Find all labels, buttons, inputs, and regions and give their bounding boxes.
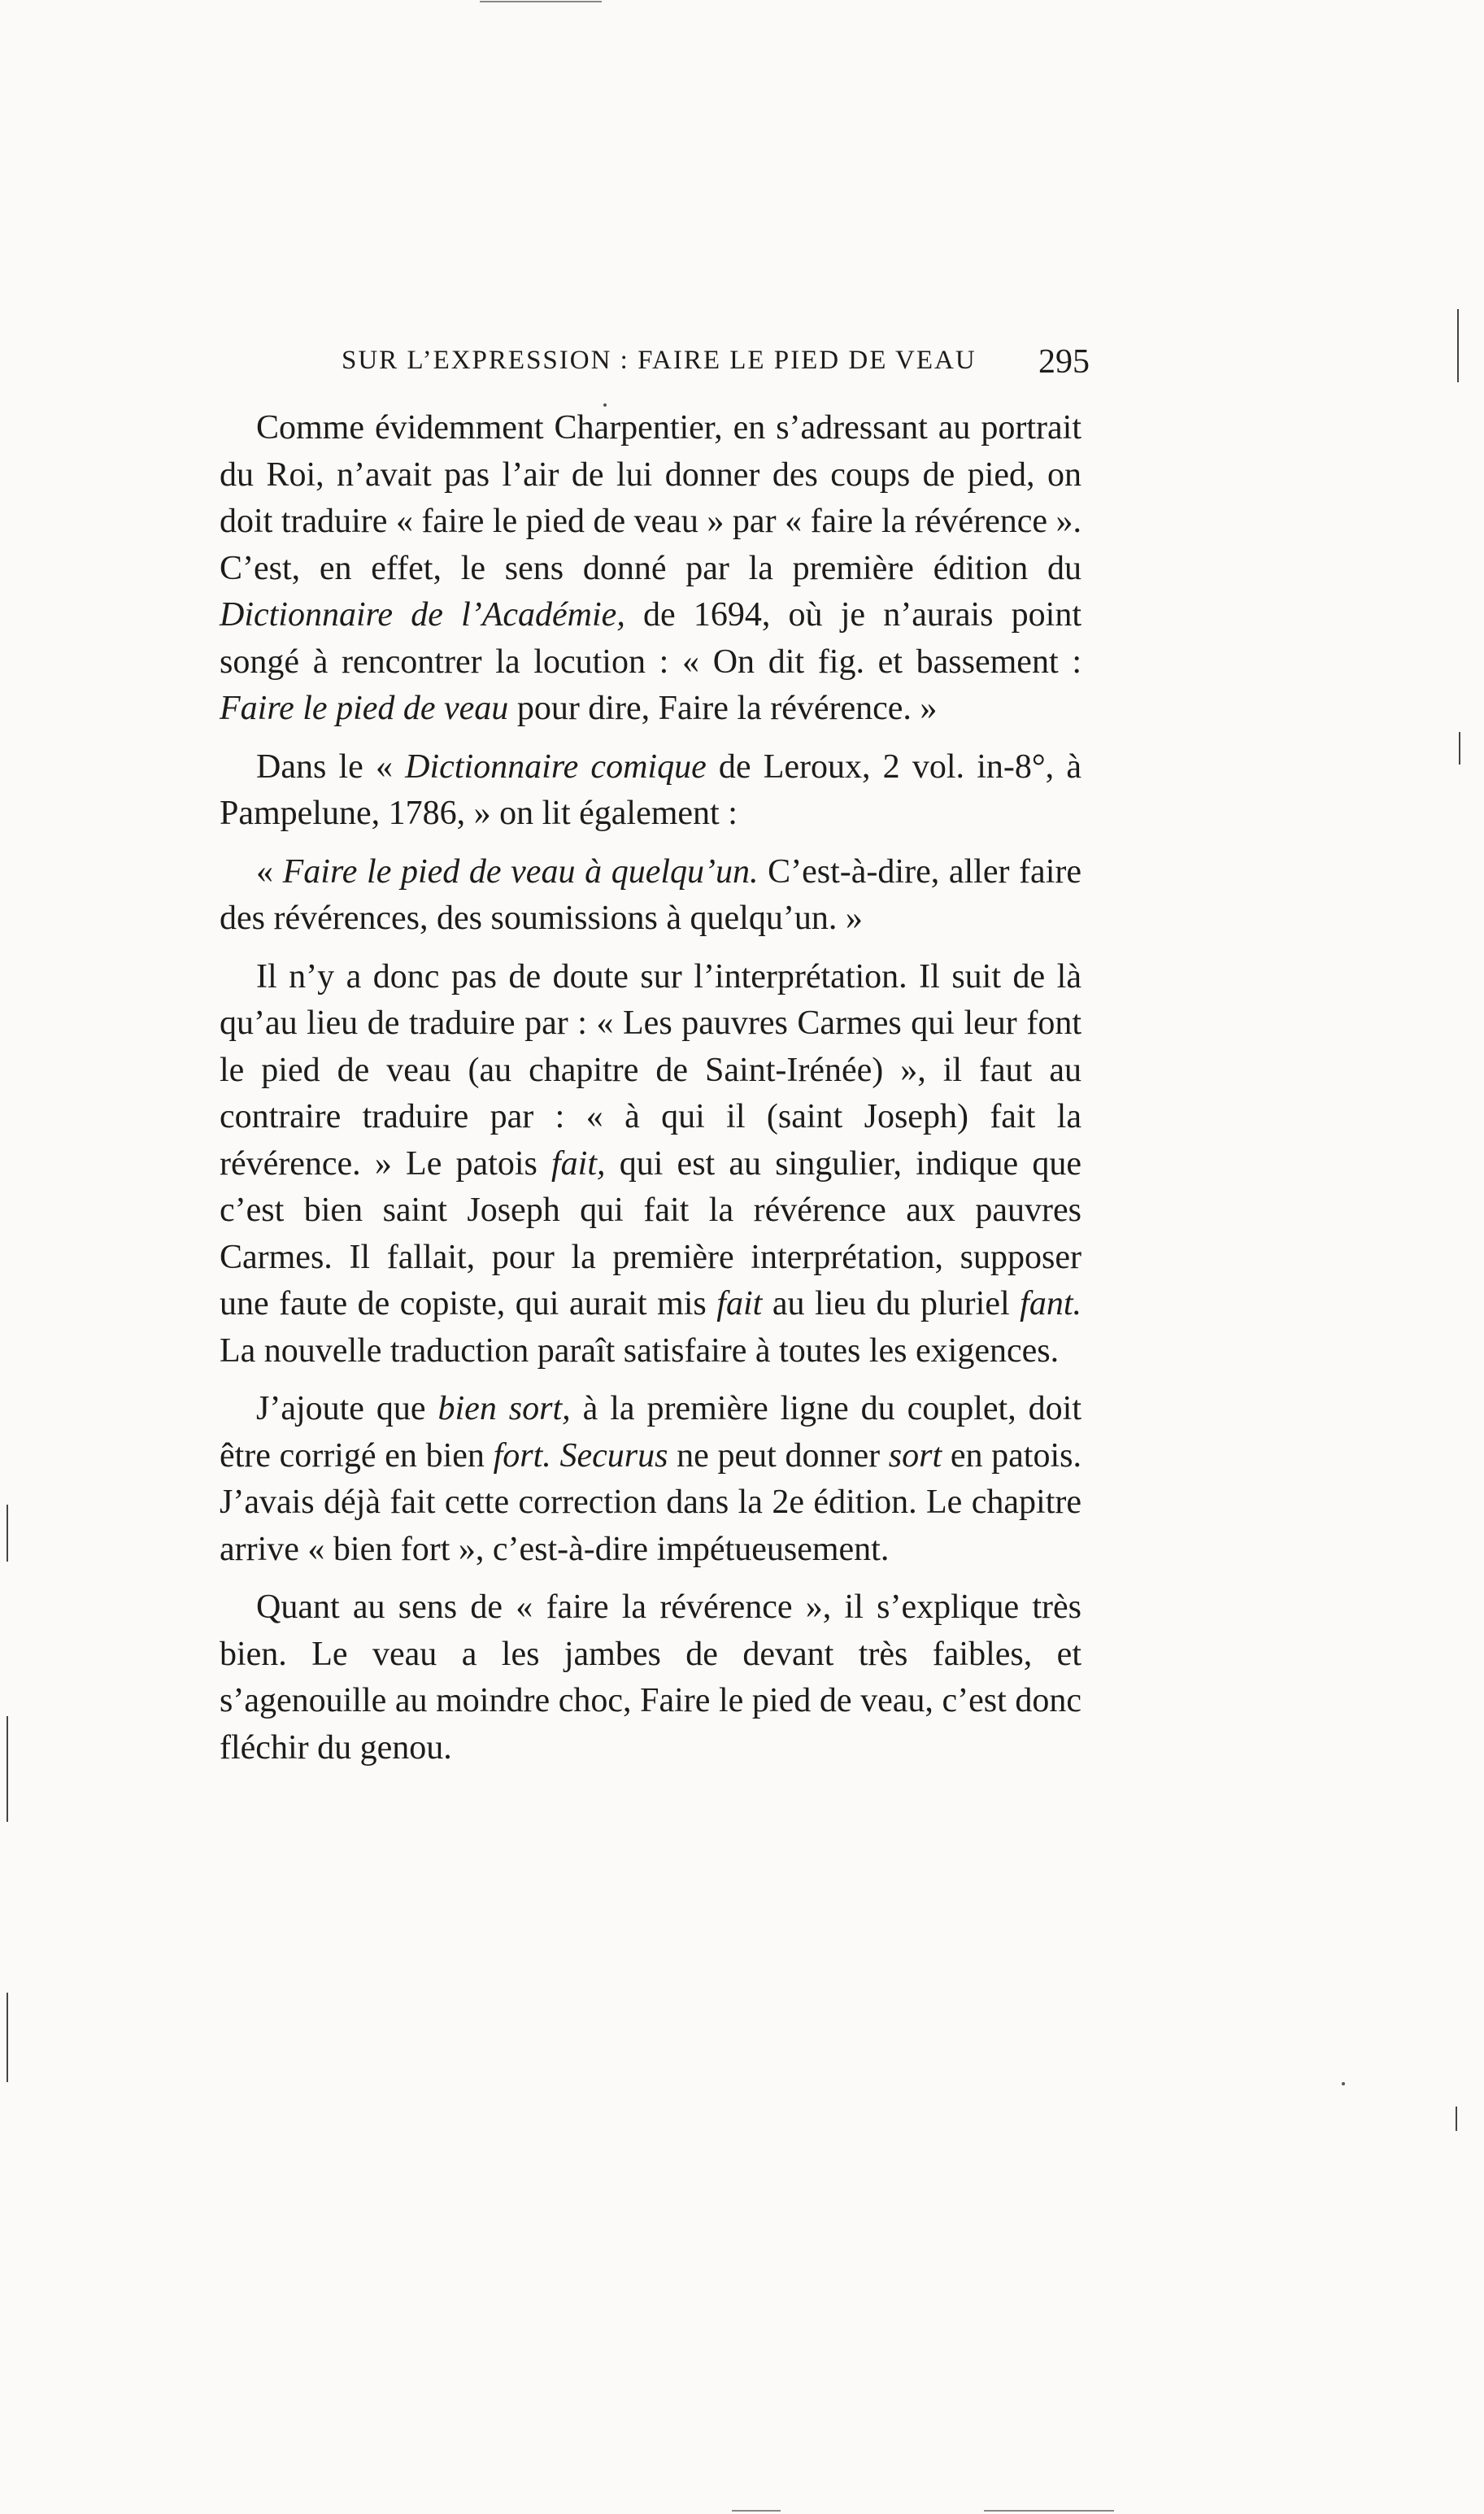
italic-text: fant.	[1020, 1285, 1081, 1322]
scan-margin-mark	[1457, 309, 1459, 382]
scan-margin-mark	[1456, 2107, 1457, 2131]
text-run: de 1694, où je n’aurais point songé à rencontrer la locution : « On dit fig. et bassement :	[220, 596, 1082, 681]
italic-text: Faire le pied de veau à quelqu’un.	[282, 852, 759, 891]
text-run: pour dire, Faire la révérence. »	[508, 690, 938, 727]
text-run: Quant au sens de « faire la révérence », il s’explique très bien. Le veau a les jambes de devant très faibles, et s’agenouille au moindre choc, Faire le pied de veau, c’est donc fléchir du genou.	[220, 1588, 1081, 1767]
scan-margin-mark	[7, 1505, 8, 1562]
scan-margin-mark	[7, 1716, 8, 1822]
italic-text: Dictionnaire comique	[405, 747, 707, 786]
running-head	[342, 343, 1155, 394]
scan-edge-line	[984, 2510, 1114, 2512]
text-run: J’ajoute que	[256, 1390, 438, 1427]
text-run: C’est-à-dire, aller faire des révérences, des soumissions à quelqu’un. »	[220, 852, 1081, 937]
italic-text: Faire le pied de veau	[220, 690, 509, 727]
paragraph	[220, 1386, 1081, 1573]
scan-margin-mark	[1459, 732, 1460, 765]
text-run: Comme évidemment Charpentier, en s’adressant au portrait du Roi, n’avait pas l’air de lui donner des coups de pied, on doit traduire « faire le pied de veau » par « faire la révérence ». C’est, en effet, le sens donné par la première édition du	[220, 409, 1081, 587]
quotation-paragraph	[220, 849, 1081, 943]
italic-text: fait	[716, 1285, 763, 1322]
scan-dot	[603, 403, 607, 407]
italic-text: Dictionnaire de l’Académie,	[220, 596, 625, 634]
paragraph	[220, 954, 1081, 1375]
text-run: à la première ligne du couplet, doit être corrigé en bien	[220, 1390, 1081, 1475]
scan-dot	[1342, 2082, 1345, 2085]
body-text	[220, 405, 1081, 1783]
scan-edge-line	[480, 1, 602, 2]
paragraph	[220, 744, 1081, 838]
italic-text: fait,	[551, 1144, 606, 1183]
text-run: de Leroux, 2 vol. in-8°, à Pampelune, 1786, » on lit également :	[220, 747, 1081, 832]
text-run: qui est au singulier, indique que c’est bien saint Joseph qui fait la révérence aux pauvres Carmes. Il fallait, pour la première interprétation, supposer une faute de copiste, qui aurait mis	[220, 1144, 1081, 1322]
text-run: en patois. J’avais déjà fait cette correction dans la 2e édition. Le chapitre arrive « bien fort », c’est-à-dire impétueusement.	[220, 1436, 1081, 1568]
italic-text: sort	[888, 1436, 942, 1475]
running-head-title: SUR L’EXPRESSION : FAIRE LE PIED DE VEAU	[342, 346, 977, 375]
text-run: ne peut donner	[668, 1436, 889, 1475]
italic-text: fort. Securus	[493, 1436, 668, 1475]
page-number: 295	[1038, 343, 1090, 381]
paragraph	[220, 1584, 1081, 1771]
text-run: au lieu du pluriel	[762, 1285, 1021, 1322]
scan-margin-mark	[7, 1993, 8, 2082]
text-run: Il n’y a donc pas de doute sur l’interprétation. Il suit de là qu’au lieu de traduire par : « Les pauvres Carmes qui leur font le pied de veau (au chapitre de Saint-Irénée) », il faut au contraire traduire par : « à qui il (saint Joseph) fait la révérence. » Le patois	[220, 957, 1081, 1183]
italic-text: bien sort,	[437, 1390, 571, 1427]
paragraph	[220, 405, 1081, 733]
text-run: «	[256, 852, 283, 891]
text-run: Dans le «	[256, 747, 406, 786]
scan-edge-line	[732, 2510, 781, 2512]
text-run: La nouvelle traduction paraît satisfaire à toutes les exigences.	[220, 1331, 1060, 1370]
